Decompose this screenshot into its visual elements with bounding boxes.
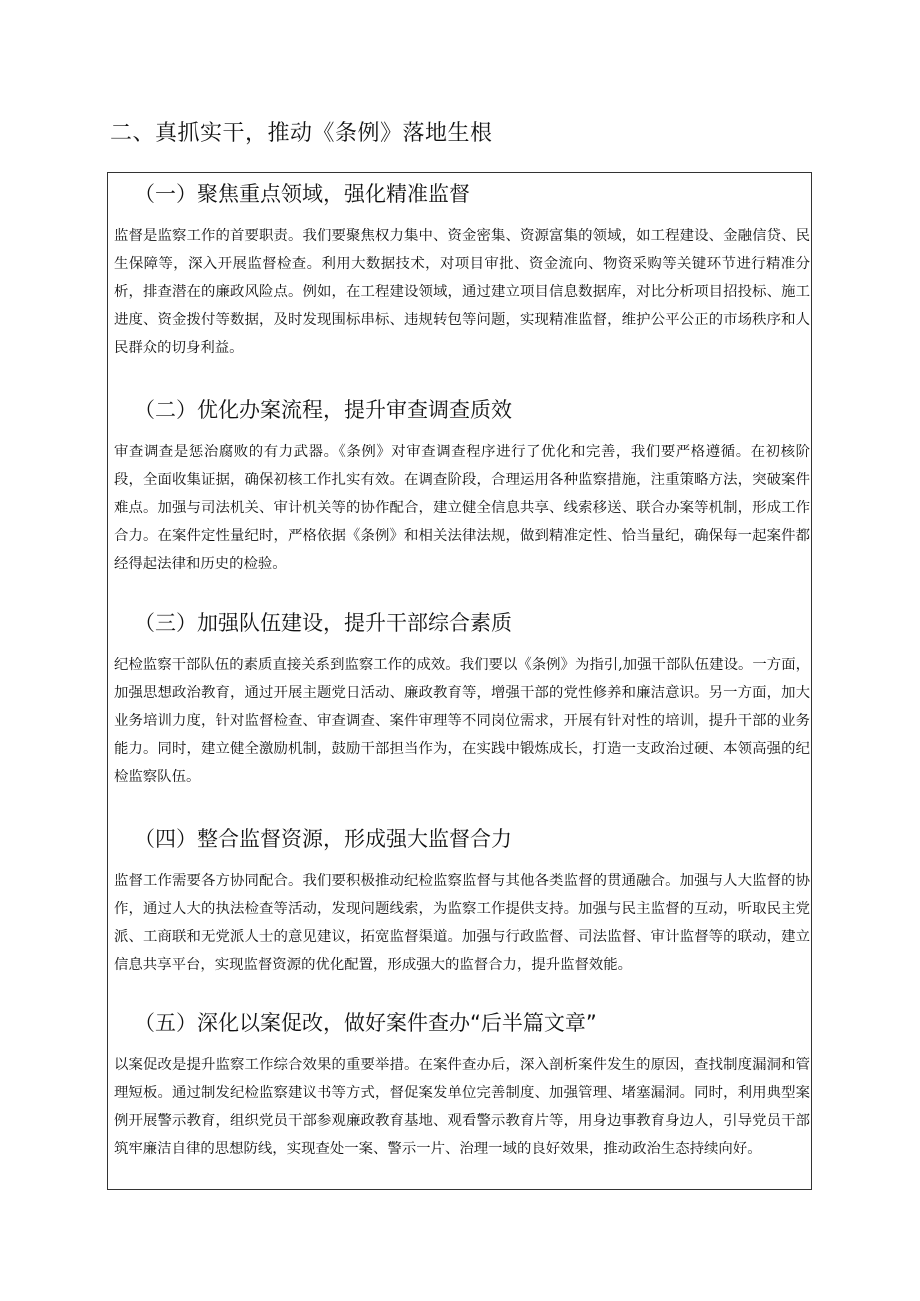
section-body: 以案促改是提升监察工作综合效果的重要举措。在案件查办后，深入剖析案件发生的原因，查找制度漏洞和管理短板。通过制发纪检监察建议书等方式，督促案发单位完善制度、加强管理、堵塞漏洞。同时，利用典型案例开展警示教育，组织党员干部参观廉政教育基地、观看警示教育片等，用身边事教育身边人，引导党员干部筑牢廉洁自律的思想防线，实现查处一案、警示一片、治理一域的良好效果，推动政治生态持续向好。: [114, 1057, 810, 1157]
section-optimize-case-process: [108, 395, 813, 578]
section-body: 纪检监察干部队伍的素质直接关系到监察工作的成效。我们要以《条例》为指引,加强干部队伍建设。一方面，加强思想政治教育，通过开展主题党日活动、廉政教育等，增强干部的党性修养和廉洁意识。另一方面，加大业务培训力度，针对监督检查、审查调查、案件审理等不同岗位需求，开展有针对性的培训，提升干部的业务能力。同时，建立健全激励机制，鼓励干部担当作为，在实践中锻炼成长，打造一支政治过硬、本领高强的纪检监察队伍。: [114, 657, 810, 785]
section-title: （一）聚焦重点领域，强化精准监督: [134, 182, 470, 206]
section-case-reform: [108, 1008, 813, 1163]
section-integrate-supervision: [108, 824, 813, 979]
section-title: （五）深化以案促改，做好案件查办“后半篇文章”: [134, 1011, 597, 1035]
section-body: 监督工作需要各方协同配合。我们要积极推动纪检监察监督与其他各类监督的贯通融合。加强与人大监督的协作，通过人大的执法检查等活动，发现问题线索，为监察工作提供支持。加强与民主监督的互动，听取民主党派、工商联和无党派人士的意见建议，拓宽监督渠道。加强与行政监督、司法监督、审计监督等的联动，建立信息共享平台，实现监督资源的优化配置，形成强大的监督合力，提升监督效能。: [114, 873, 810, 973]
section-title: （三）加强队伍建设，提升干部综合素质: [134, 611, 512, 635]
section-body: 审查调查是惩治腐败的有力武器。《条例》对审查调查程序进行了优化和完善，我们要严格遵循。在初核阶段，全面收集证据，确保初核工作扎实有效。在调查阶段，合理运用各种监察措施，注重策略方法，突破案件难点。加强与司法机关、审计机关等的协作配合，建立健全信息共享、线索移送、联合办案等机制，形成工作合力。在案件定性量纪时，严格依据《条例》和相关法律法规，做到精准定性、恰当量纪，确保每一起案件都经得起法律和历史的检验。: [114, 444, 810, 572]
section-focus-key-areas: [108, 179, 813, 362]
section-body: 监督是监察工作的首要职责。我们要聚焦权力集中、资金密集、资源富集的领域，如工程建设、金融信贷、民生保障等，深入开展监督检查。利用大数据技术，对项目审批、资金流向、物资采购等关键环节进行精准分析，排查潜在的廉政风险点。例如，在工程建设领域，通过建立项目信息数据库，对比分析项目招投标、施工进度、资金拨付等数据，及时发现围标串标、违规转包等问题，实现精准监督，维护公平公正的市场秩序和人民群众的切身利益。: [114, 228, 810, 356]
page-heading: 二、真抓实干，推动《条例》落地生根: [110, 121, 493, 146]
section-title: （二）优化办案流程，提升审查调查质效: [134, 398, 512, 422]
section-title: （四）整合监督资源，形成强大监督合力: [134, 827, 512, 851]
content-frame: [107, 172, 812, 1190]
section-team-building: [108, 608, 813, 791]
